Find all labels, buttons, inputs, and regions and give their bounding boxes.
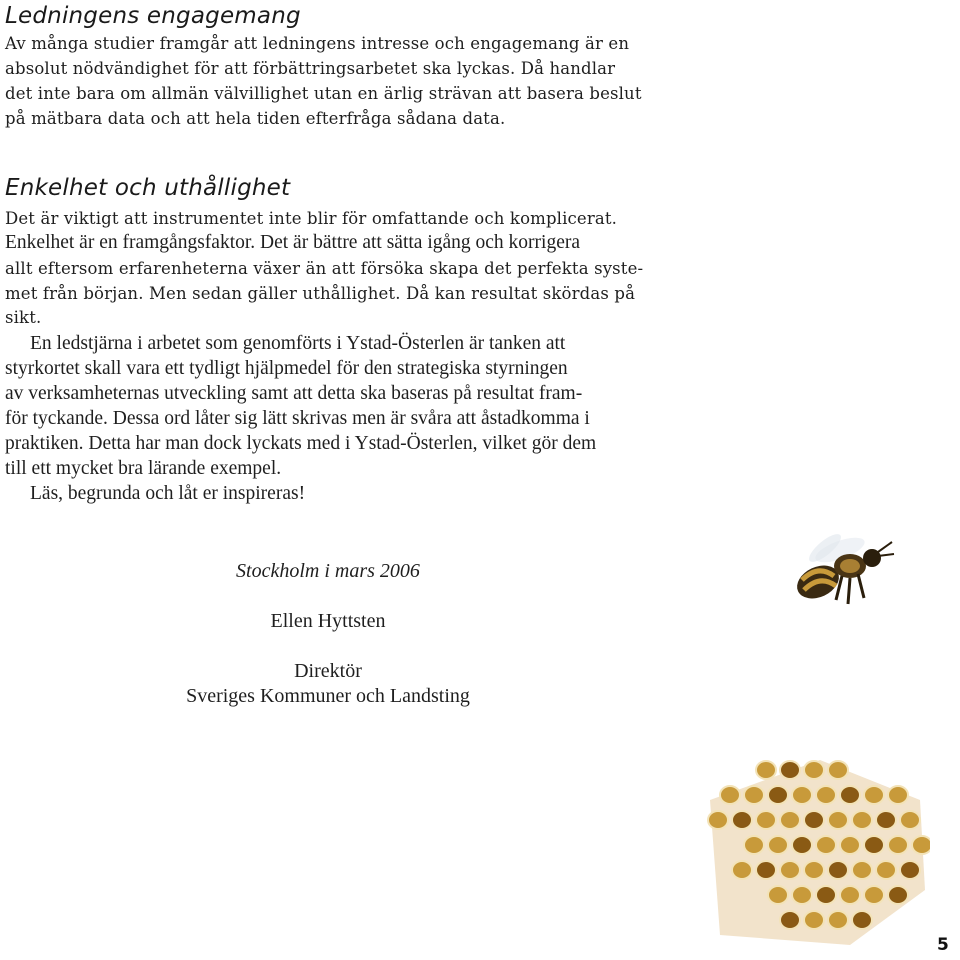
honeycomb-cell [876,861,896,879]
body-line: En ledstjärna i arbetet som genomförts i Ystad-Österlen är tanken att [30,333,566,354]
section-heading-ledningens-engagemang: Ledningens engagemang [5,3,301,29]
body-line: allt eftersom erfarenheterna växer än att försöka skapa det perfekta syste- [5,259,644,278]
body-line: absolut nödvändighet för att förbättringsarbetet ska lyckas. Då handlar [5,59,616,78]
body-line: praktiken. Detta har man dock lyckats med i Ystad-Österlen, vilket gör dem [5,433,597,454]
honeycomb-cell [840,836,860,854]
honeycomb-cell [828,861,848,879]
page-number: 5 [937,935,949,955]
honeycomb-cell [780,911,800,929]
honeycomb-cell [756,761,776,779]
body-line: Enkelhet är en framgångsfaktor. Det är bättre att sätta igång och korrigera [5,232,581,253]
signature-title: Direktör [294,660,362,682]
honeycomb-cell [828,811,848,829]
body-line: det inte bara om allmän välvillighet utan en ärlig strävan att basera beslut [5,84,642,103]
honeycomb-illustration [700,740,930,950]
honeycomb-cell [756,861,776,879]
honeycomb-cell [852,911,872,929]
honeycomb-cell [804,911,824,929]
body-line: av verksamheternas utveckling samt att detta ska baseras på resultat fram- [5,383,583,404]
closing-line: Läs, begrunda och låt er inspireras! [30,483,306,504]
honeycomb-cell [744,786,764,804]
honeycomb-cell [804,861,824,879]
honeycomb-cell [888,786,908,804]
signature-place-date: Stockholm i mars 2006 [236,560,420,582]
honeycomb-cell [852,811,872,829]
honeycomb-cell [912,836,930,854]
honeycomb-cell [840,886,860,904]
honeycomb-cell [816,836,836,854]
honeycomb-cell [804,811,824,829]
body-line: på mätbara data och att hela tiden efterfråga sådana data. [5,109,506,128]
honeycomb-cell [768,886,788,904]
honeycomb-cell [792,886,812,904]
honeycomb-cell [900,861,920,879]
body-line: sikt. [5,308,42,327]
honeycomb-cell [864,886,884,904]
honeycomb-cell [816,886,836,904]
honeycomb-cell [732,861,752,879]
honeycomb-cell [792,786,812,804]
body-line: styrkortet skall vara ett tydligt hjälpmedel för den strategiska styrningen [5,358,568,379]
honeycomb-cell [780,761,800,779]
bee-illustration [780,520,900,620]
section-heading-enkelhet-och-uthallighet: Enkelhet och uthållighet [5,175,291,201]
honeycomb-cell [828,911,848,929]
honeycomb-cell [768,836,788,854]
body-line: Det är viktigt att instrumentet inte blir för omfattande och komplicerat. [5,209,618,228]
signature-name: Ellen Hyttsten [270,610,386,632]
honeycomb-cell [840,786,860,804]
honeycomb-cell [792,836,812,854]
honeycomb-cell [780,811,800,829]
honeycomb-cell [768,786,788,804]
honeycomb-cell [864,836,884,854]
body-line: Av många studier framgår att ledningens intresse och engagemang är en [5,34,630,53]
honeycomb-cell [888,836,908,854]
honeycomb-cell [720,786,740,804]
body-line: för tyckande. Dessa ord låter sig lätt skrivas men är svåra att åstadkomma i [5,408,590,429]
body-line: met från början. Men sedan gäller uthållighet. Då kan resultat skördas på [5,284,636,303]
honeycomb-cell [888,886,908,904]
honeycomb-cell [756,811,776,829]
honeycomb-cell [780,861,800,879]
honeycomb-cell [804,761,824,779]
honeycomb-cell [828,761,848,779]
honeycomb-cell [708,811,728,829]
honeycomb-cell [864,786,884,804]
signature-organization: Sveriges Kommuner och Landsting [186,685,470,707]
honeycomb-cell [900,811,920,829]
honeycomb-cell [816,786,836,804]
honeycomb-cell [876,811,896,829]
body-line: till ett mycket bra lärande exempel. [5,458,282,479]
honeycomb-cell [744,836,764,854]
honeycomb-cell [732,811,752,829]
honeycomb-cell [852,861,872,879]
